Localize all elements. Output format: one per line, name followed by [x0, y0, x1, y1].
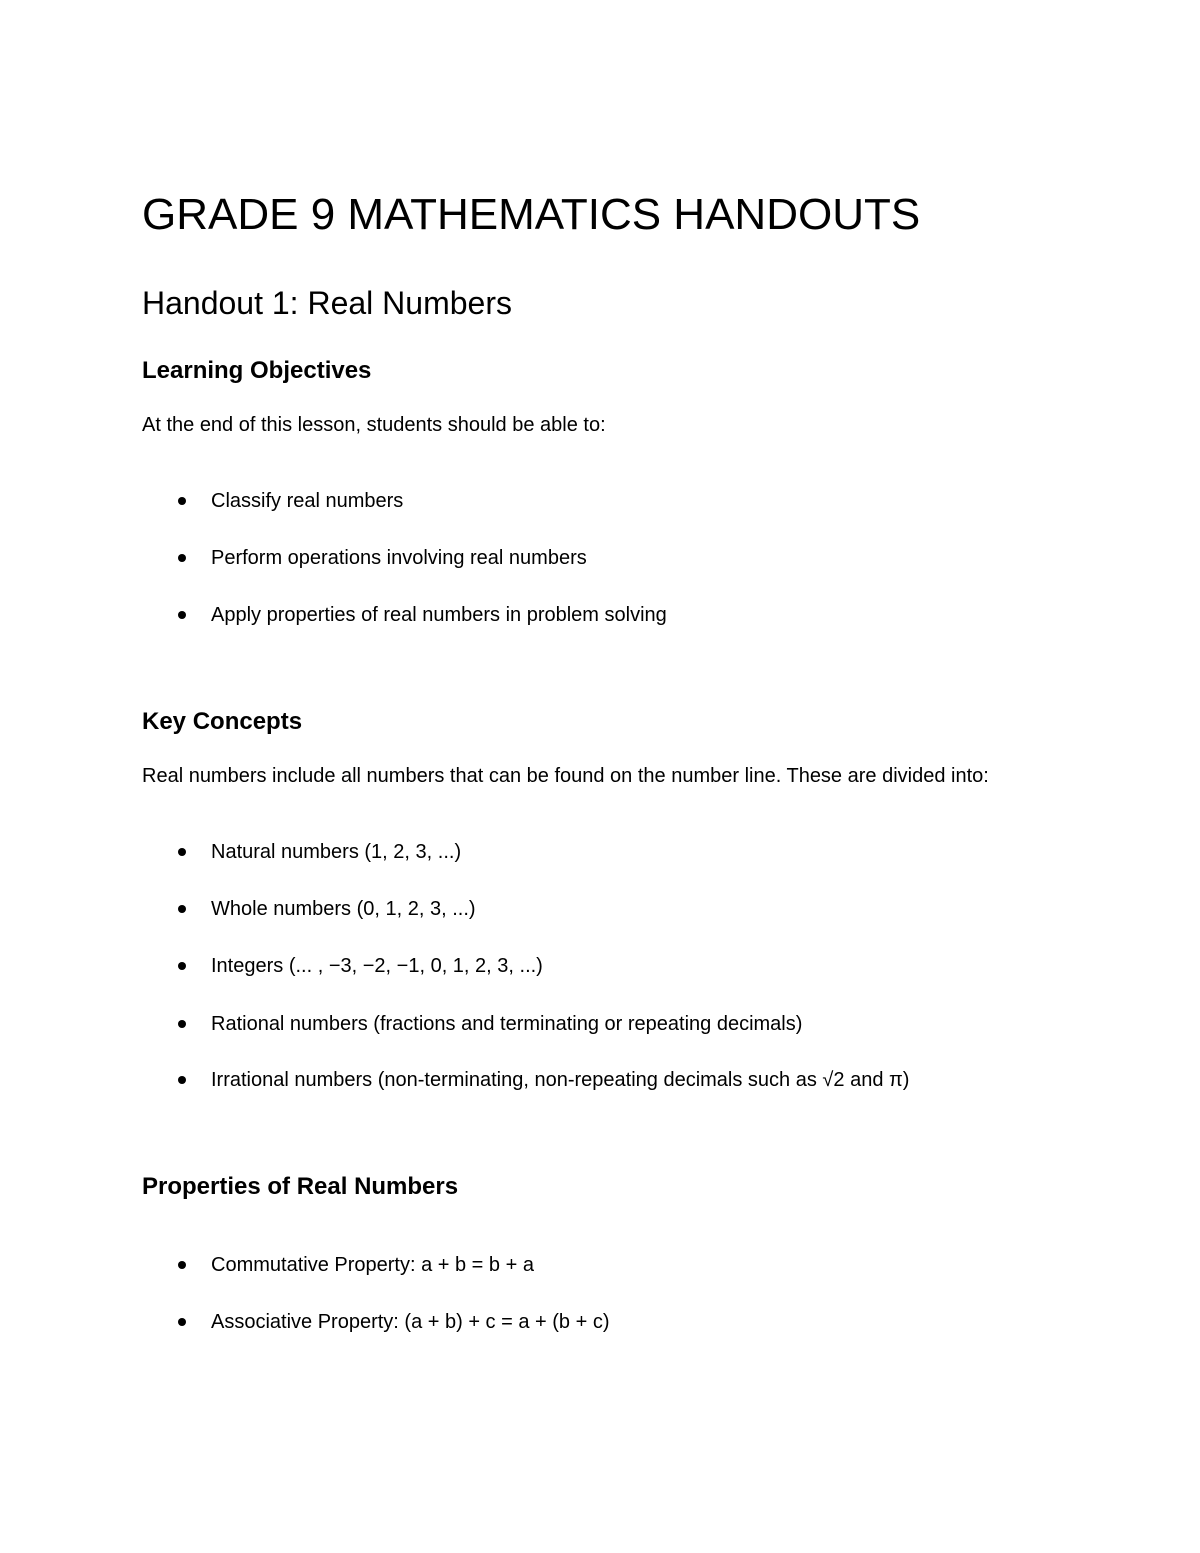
- bullet-icon: [178, 611, 186, 619]
- list-item: [0, 1309, 1200, 1335]
- list-item-text: Natural numbers (1, 2, 3, ...): [211, 841, 462, 863]
- list-item: [0, 839, 1200, 865]
- list-item: [0, 896, 1200, 922]
- list-item: [0, 1067, 1200, 1093]
- list-item-text: Irrational numbers (non-terminating, non-repeating decimals such as √2 and π): [211, 1069, 910, 1091]
- bullet-icon: [178, 1318, 186, 1326]
- bullet-icon: [178, 1076, 186, 1084]
- list-item-text: Associative Property: (a + b) + c = a + (b + c): [211, 1311, 610, 1333]
- list-item-text: Commutative Property: a + b = b + a: [211, 1254, 534, 1276]
- list-item: [0, 1011, 1200, 1037]
- list-item-text: Rational numbers (fractions and terminating or repeating decimals): [211, 1013, 803, 1035]
- bullet-icon: [178, 905, 186, 913]
- list-item-text: Classify real numbers: [211, 490, 404, 512]
- properties-heading: Properties of Real Numbers: [142, 1173, 459, 1200]
- list-item-text: Perform operations involving real numbers: [211, 547, 587, 569]
- learning-objectives-heading: Learning Objectives: [142, 357, 372, 384]
- list-item-text: Apply properties of real numbers in problem solving: [211, 604, 667, 626]
- bullet-icon: [178, 1020, 186, 1028]
- document-title: GRADE 9 MATHEMATICS HANDOUTS: [142, 190, 921, 239]
- key-concepts-intro: Real numbers include all numbers that can be found on the number line. These are divided into:: [142, 765, 989, 787]
- list-item: [0, 545, 1200, 571]
- list-item-text: Integers (... , −3, −2, −1, 0, 1, 2, 3, ...): [211, 955, 543, 977]
- bullet-icon: [178, 848, 186, 856]
- list-item-text: Whole numbers (0, 1, 2, 3, ...): [211, 898, 476, 920]
- key-concepts-heading: Key Concepts: [142, 708, 303, 735]
- list-item: [0, 953, 1200, 979]
- bullet-icon: [178, 1261, 186, 1269]
- list-item: [0, 1252, 1200, 1278]
- learning-objectives-intro: At the end of this lesson, students should be able to:: [142, 414, 606, 436]
- bullet-icon: [178, 962, 186, 970]
- bullet-icon: [178, 554, 186, 562]
- list-item: [0, 602, 1200, 628]
- list-item: [0, 488, 1200, 514]
- bullet-icon: [178, 497, 186, 505]
- handout-title: Handout 1: Real Numbers: [142, 285, 512, 321]
